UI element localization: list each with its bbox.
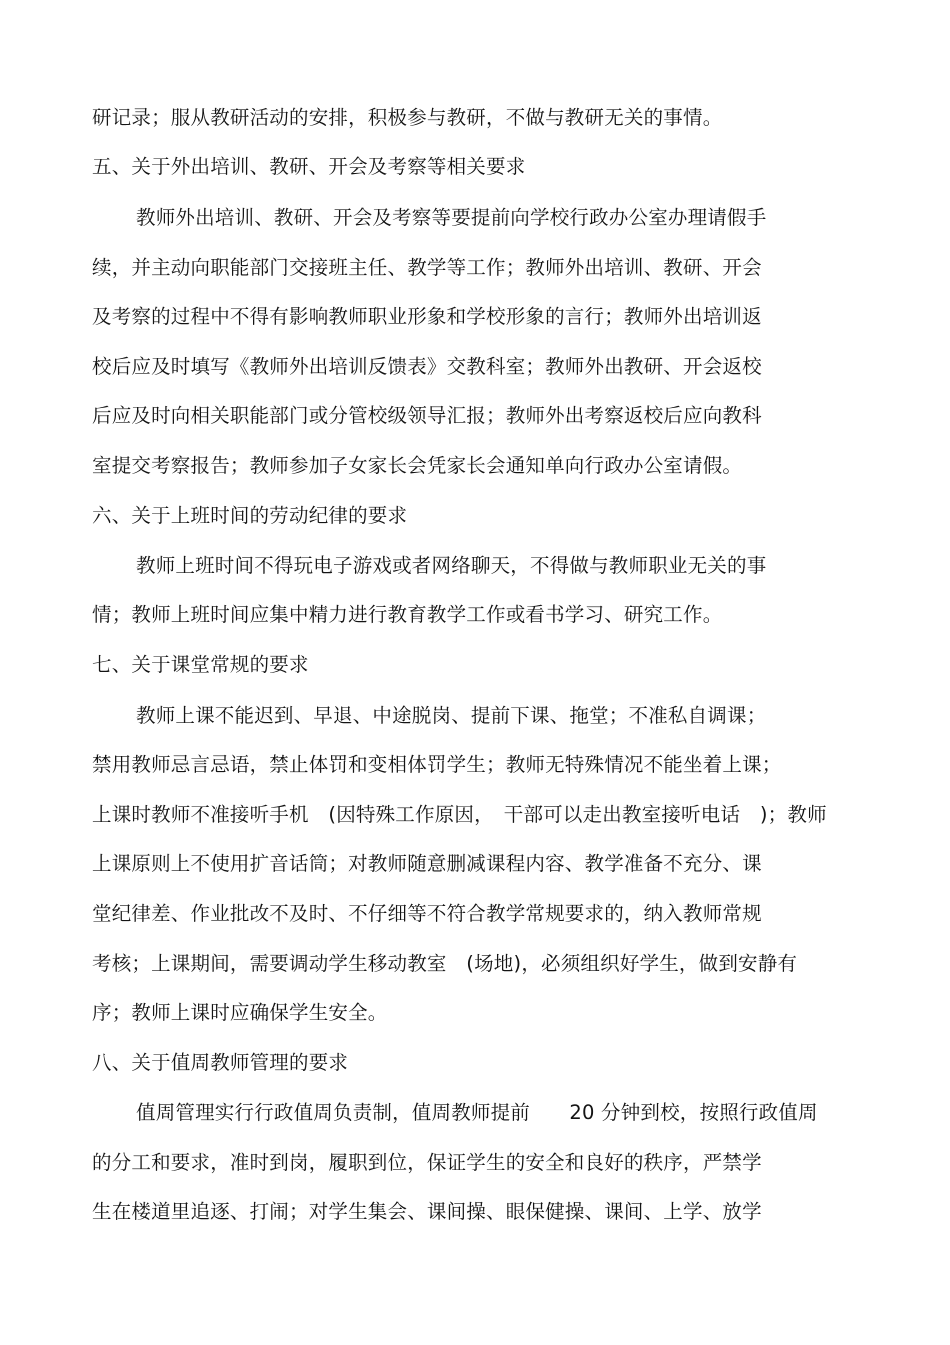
paragraph-line: 堂纪律差、作业批改不及时、不仔细等不符合教学常规要求的，纳入教师常规: [92, 902, 762, 925]
section-heading-5: 五、关于外出培训、教研、开会及考察等相关要求: [92, 155, 526, 178]
paragraph-line: 教师外出培训、教研、开会及考察等要提前向学校行政办公室办理请假手: [136, 206, 767, 229]
paragraph-line: 序；教师上课时应确保学生安全。: [92, 1001, 388, 1024]
paragraph-line: 值周管理实行行政值周负责制，值周教师提前 20 分钟到校，按照行政值周: [136, 1101, 818, 1124]
paragraph-line: 的分工和要求，准时到岗，履职到位，保证学生的安全和良好的秩序，严禁学: [92, 1151, 762, 1174]
paragraph-line: 考核；上课期间，需要调动学生移动教室 (场地)，必须组织好学生，做到安静有: [92, 952, 798, 975]
paragraph-line: 校后应及时填写《教师外出培训反馈表》交教科室；教师外出教研、开会返校: [92, 355, 762, 378]
paragraph-line: 禁用教师忌言忌语，禁止体罚和变相体罚学生；教师无特殊情况不能坐着上课；: [92, 753, 782, 776]
paragraph-line: 室提交考察报告；教师参加子女家长会凭家长会通知单向行政办公室请假。: [92, 454, 743, 477]
paragraph-line: 后应及时向相关职能部门或分管校级领导汇报；教师外出考察返校后应向教科: [92, 404, 762, 427]
paragraph-line: 情；教师上班时间应集中精力进行教育教学工作或看书学习、研究工作。: [92, 603, 723, 626]
paragraph-line: 教师上课不能迟到、早退、中途脱岗、提前下课、拖堂；不准私自调课；: [136, 704, 767, 727]
section-heading-8: 八、关于值周教师管理的要求: [92, 1051, 349, 1074]
section-heading-7: 七、关于课堂常规的要求: [92, 653, 309, 676]
paragraph-line: 教师上班时间不得玩电子游戏或者网络聊天，不得做与教师职业无关的事: [136, 554, 767, 577]
paragraph-line: 研记录；服从教研活动的安排，积极参与教研，不做与教研无关的事情。: [92, 106, 723, 129]
paragraph-line: 上课时教师不准接听手机 (因特殊工作原因， 干部可以走出教室接听电话 )；教师: [92, 803, 827, 826]
paragraph-line: 续，并主动向职能部门交接班主任、教学等工作；教师外出培训、教研、开会: [92, 256, 762, 279]
paragraph-line: 生在楼道里追逐、打闹；对学生集会、课间操、眼保健操、课间、上学、放学: [92, 1200, 762, 1223]
paragraph-line: 及考察的过程中不得有影响教师职业形象和学校形象的言行；教师外出培训返: [92, 305, 762, 328]
paragraph-line: 上课原则上不使用扩音话筒；对教师随意删减课程内容、教学准备不充分、课: [92, 852, 762, 875]
section-heading-6: 六、关于上班时间的劳动纪律的要求: [92, 504, 408, 527]
